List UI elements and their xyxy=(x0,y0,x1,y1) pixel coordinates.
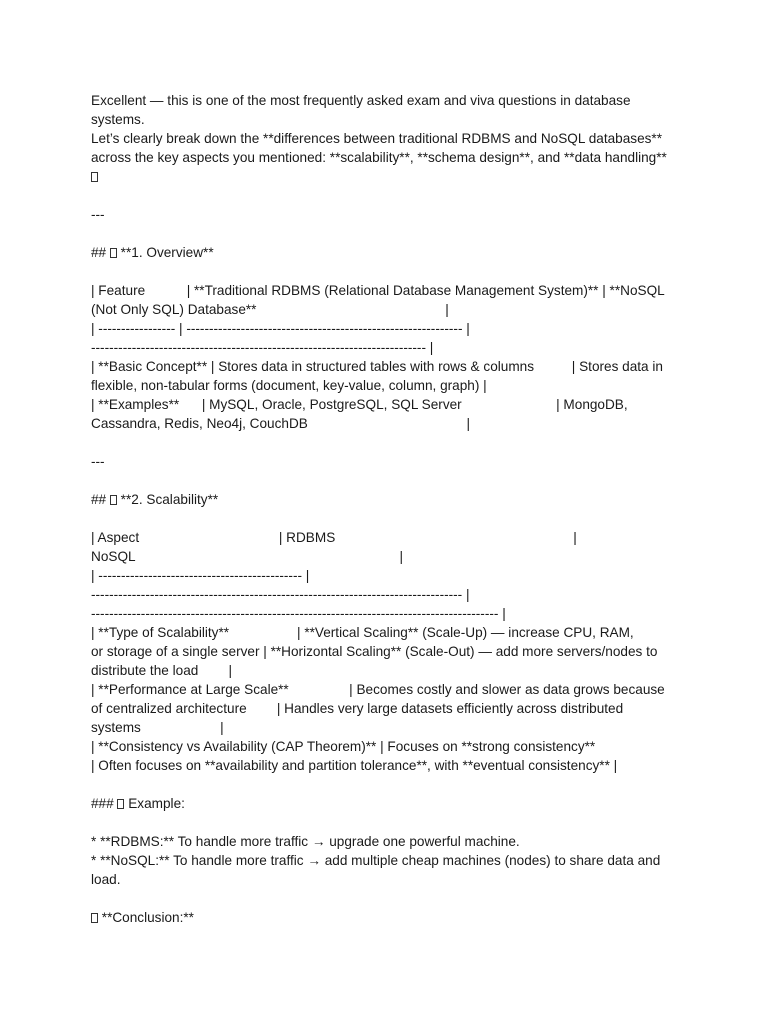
scalability-table-line: | **Type of Scalability** | **Vertical Scaling** (Scale-Up) — increase CPU, RAM, xyxy=(91,625,634,640)
scalability-table-line: distribute the load | xyxy=(91,663,233,678)
scalability-table-line: or storage of a single server | **Horizontal Scaling** (Scale-Out) — add more servers/nodes to xyxy=(91,644,658,659)
horizontal-rule-2: --- xyxy=(91,454,105,469)
overview-table-line: | Feature | **Traditional RDBMS (Relational Database Management System)** | **NoSQL xyxy=(91,283,665,298)
blank-line xyxy=(91,186,681,205)
missing-glyph-box-icon xyxy=(91,913,98,923)
intro-line-5 xyxy=(91,167,681,186)
subheading-example: ### Example: xyxy=(91,796,185,811)
blank-line xyxy=(91,471,681,490)
intro-line-2: systems. xyxy=(91,112,145,127)
missing-glyph-box-icon xyxy=(110,495,117,505)
blank-line xyxy=(91,775,681,794)
overview-table-line: | ----------------- | ------------------------------------------------------------- | xyxy=(91,321,470,336)
blank-line xyxy=(91,889,681,908)
scalability-table-line: systems | xyxy=(91,720,224,735)
missing-glyph-box-icon xyxy=(91,172,98,182)
overview-table-line: | **Examples** | MySQL, Oracle, PostgreSQL, SQL Server | MongoDB, xyxy=(91,397,628,412)
section-heading-overview: ## **1. Overview** xyxy=(91,245,214,260)
section-heading-scalability: ## **2. Scalability** xyxy=(91,492,219,507)
overview-table-line: flexible, non-tabular forms (document, key-value, column, graph) | xyxy=(91,378,487,393)
bullet-item-rdbms: * **RDBMS:** To handle more traffic → upgrade one powerful machine. xyxy=(91,834,520,849)
scalability-table-line: | Aspect | RDBMS | xyxy=(91,530,577,545)
overview-table-line: Cassandra, Redis, Neo4j, CouchDB | xyxy=(91,416,471,431)
scalability-table-line: ------------------------------------------------------------------------------------------ | xyxy=(91,606,506,621)
scalability-table-line: ---------------------------------------------------------------------------------- | xyxy=(91,587,470,602)
scalability-table-line: NoSQL | xyxy=(91,549,403,564)
blank-line xyxy=(91,262,681,281)
scalability-table-line: | **Consistency vs Availability (CAP Theorem)** | Focuses on **strong consistency** xyxy=(91,739,596,754)
intro-line-1: Excellent — this is one of the most frequently asked exam and viva questions in database xyxy=(91,93,631,108)
document-body xyxy=(91,91,681,927)
conclusion-heading: **Conclusion:** xyxy=(91,908,681,927)
blank-line xyxy=(91,433,681,452)
overview-table-line: -------------------------------------------------------------------------- | xyxy=(91,340,434,355)
scalability-table-line: | **Performance at Large Scale** | Becomes costly and slower as data grows because xyxy=(91,682,665,697)
intro-line-4: across the key aspects you mentioned: **scalability**, **schema design**, and **data handling** xyxy=(91,150,667,165)
scalability-table-line: of centralized architecture | Handles very large datasets efficiently across distributed xyxy=(91,701,624,716)
bullet-item-nosql: * **NoSQL:** To handle more traffic → add multiple cheap machines (nodes) to share data and xyxy=(91,853,661,868)
blank-line xyxy=(91,224,681,243)
scalability-table-line: | Often focuses on **availability and partition tolerance**, with **eventual consistency** | xyxy=(91,758,618,773)
blank-line xyxy=(91,509,681,528)
horizontal-rule-1: --- xyxy=(91,207,105,222)
scalability-table-line: | --------------------------------------------- | xyxy=(91,568,310,583)
blank-line xyxy=(91,813,681,832)
bullet-item-nosql-cont: load. xyxy=(91,872,121,887)
overview-table-line: (Not Only SQL) Database** | xyxy=(91,302,449,317)
missing-glyph-box-icon xyxy=(110,248,117,258)
overview-table-line: | **Basic Concept** | Stores data in structured tables with rows & columns | Stores data in xyxy=(91,359,663,374)
intro-line-3: Let’s clearly break down the **differences between traditional RDBMS and NoSQL databases** xyxy=(91,131,663,146)
